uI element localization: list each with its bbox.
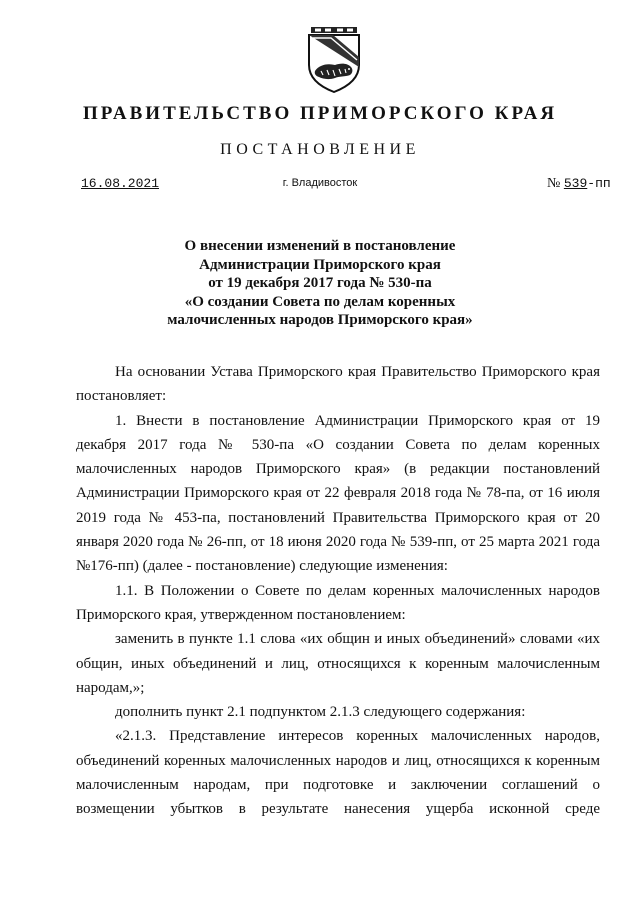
document-type: ПОСТАНОВЛЕНИЕ [220, 141, 420, 158]
document-city: г. Владивосток [282, 177, 358, 189]
paragraph-item-1-1: 1.1. В Положении о Совете по делам коренных малочисленных народов Приморского края, утвержденном постановлением: [76, 582, 600, 623]
government-name: ПРАВИТЕЛЬСТВО ПРИМОРСКОГО КРАЯ [82, 103, 558, 124]
paragraph-item-1: 1. Внести в постановление Администрации Приморского края от 19 декабря 2017 года № 530-па «О создании Совета по делам коренных малочисленных народов Приморского края» (в редакции постановлений Администрации Приморского края от 22 февраля 2018 года № 78-па, от 16 июля 2019 года № 453-па, постановлений Правительства Приморского края от 20 января 2020 года № 26-пп, от 18 июня 2020 года № 539-пп, от 25 марта 2021 года №176-пп) (далее - постановление) следующие изменения: [76, 412, 600, 575]
paragraph-supplement: дополнить пункт 2.1 подпунктом 2.1.3 следующего содержания: [115, 704, 526, 721]
document-body [76, 360, 600, 822]
title-line: «О создании Совета по делам коренных [184, 293, 456, 310]
document-number [547, 176, 611, 192]
number-prefix: № [547, 176, 564, 191]
paragraph-replace: заменить в пункте 1.1 слова «их общин и иных объединений» словами «их общин, иных объединений и лиц, относящихся к коренным малочисленным народам,»; [76, 631, 600, 696]
coat-of-arms-emblem [305, 27, 363, 93]
number-suffix: -пп [587, 176, 611, 191]
paragraph-basis: На основании Устава Приморского края Правительство Приморского края постановляет: [76, 364, 600, 405]
title-line: малочисленных народов Приморского края» [167, 312, 473, 328]
paragraph-2-1-3: «2.1.3. Представление интересов коренных малочисленных народов, объединений коренных малочисленных народов и лиц, относящихся к коренным малочисленным народам, при подготовке и заключении соглашений о возмещении убытков в результате нанесения ущерба исконной среде [76, 728, 600, 818]
title-line: от 19 декабря 2017 года № 530-па [208, 275, 432, 291]
document-title [0, 237, 640, 330]
document-date: 16.08.2021 [81, 176, 160, 191]
title-line: Администрации Приморского края [199, 256, 441, 273]
title-line: О внесении изменений в постановление [184, 238, 456, 254]
number-value: 539 [563, 176, 588, 191]
